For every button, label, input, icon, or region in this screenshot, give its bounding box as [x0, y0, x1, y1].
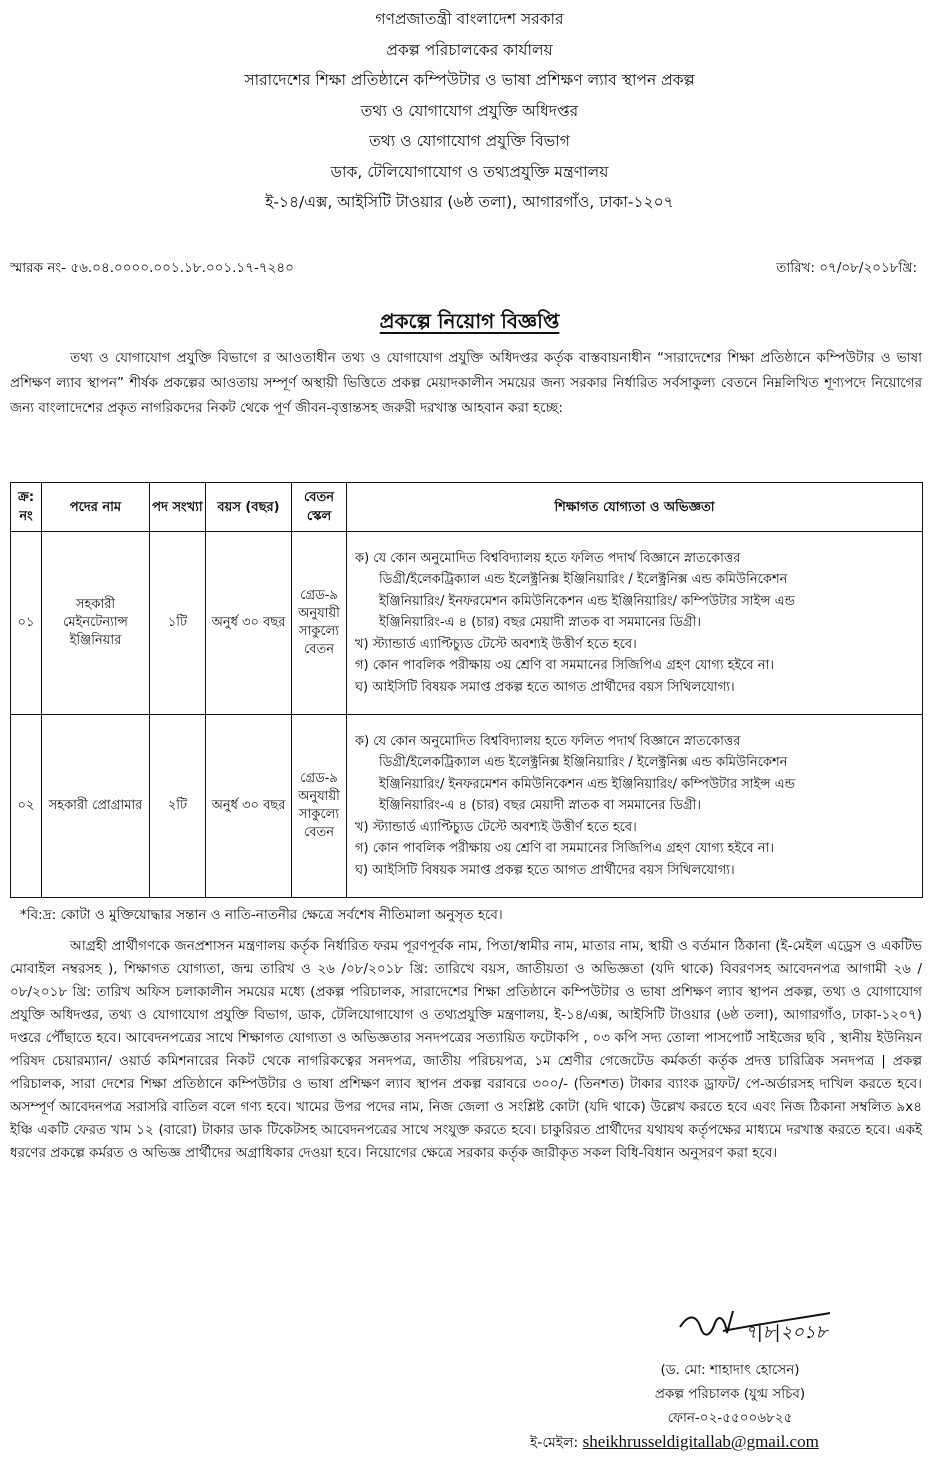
qualification-line: গ) কোন পাবলিক পরীক্ষায় ৩য় শ্রেণি বা সমমানের সিজিপিএ গ্রহণ যোগ্য হইবে না।	[355, 658, 774, 674]
letterhead-line-office: প্রকল্প পরিচালকের কার্যালয়	[386, 40, 553, 59]
notice-title	[0, 307, 939, 340]
letterhead-line-division: তথ্য ও যোগাযোগ প্রযুক্তি বিভাগ	[369, 132, 570, 150]
row-age-limit: অনুর্ধ ৩০ বছর	[206, 715, 292, 898]
signatory-designation: প্রকল্প পরিচালক (যুগ্ম সচিব)	[654, 1386, 806, 1402]
table-row	[11, 532, 923, 715]
table-row	[11, 715, 923, 898]
memo-date: তারিখ: ০৭/০৮/২০১৮খ্রি:	[776, 260, 917, 276]
row-age-limit: অনুর্ধ ৩০ বছর	[206, 532, 292, 715]
signatory-email	[530, 1431, 819, 1455]
quota-note: *বি:দ্র: কোটা ও মুক্তিযোদ্ধার সন্তান ও নাতি-নাতনীর ক্ষেত্রে সর্বশেষ নীতিমালা অনুসৃত হবে।	[20, 907, 503, 923]
letterhead-line-project: সারাদেশের শিক্ষা প্রতিষ্ঠানে কম্পিউটার ও ভাষা প্রশিক্ষণ ল্যাব স্থাপন প্রকল্প	[244, 71, 695, 89]
table-header-row	[11, 483, 923, 532]
qualification-line: ইঞ্জিনিয়ারিং/ ইনফরমেশন কমিউনিকেশন এন্ড ইঞ্জিনিয়ারিং/ কম্পিউটার সাইন্স এন্ড	[379, 776, 795, 792]
row-post-name: সহকারী মেইনটেন্যান্স ইঞ্জিনিয়ার	[42, 532, 150, 715]
header-qualification: শিক্ষাগত যোগ্যতা ও অভিজ্ঞতা	[347, 483, 923, 532]
intro-paragraph: তথ্য ও যোগাযোগ প্রযুক্তি বিভাগে র আওতাধীন তথ্য ও যোগাযোগ প্রযুক্তি অধিদপ্তর কর্তৃক বাস্তবায়নাধীন “সারাদেশের শিক্ষা প্রতিষ্ঠানে কম্পিউটার ও ভাষা প্রশিক্ষণ ল্যাব স্থাপন” শীর্ষক প্রকল্পের আওতায় সম্পূর্ণ অস্থায়ী ভিত্তিতে প্রকল্প মেয়াদকালীন সময়ের জন্য সরকার নির্ধারিত সর্বসাকুল্য বেতনে নিম্নলিখিত শূণ্যপদে নিয়োগের জন্য বাংলাদেশের প্রকৃত নাগরিকদের নিকট থেকে পূর্ণ জীবন-বৃত্তান্তসহ জরুরী দরখাস্ত আহবান করা হচ্ছে:	[10, 350, 922, 416]
memo-number: স্মারক নং- ৫৬.০৪.০০০০.০০১.১৮.০০১.১৭-৭২৪০	[10, 260, 294, 276]
qualification-line: ইঞ্জিনিয়ারিং/ ইনফরমেশন কমিউনিকেশন এন্ড ইঞ্জিনিয়ারিং/ কম্পিউটার সাইন্স এন্ড	[379, 593, 795, 609]
signatory-name: (ড. মো: শাহাদাৎ হোসেন)	[660, 1362, 800, 1378]
row-serial: ০১	[11, 532, 42, 715]
qualification-line: খ) স্ট্যান্ডার্ড এ্যাপ্টিচ্যুড টেস্টে অবশ্যই উত্তীর্ণ হতে হবে।	[355, 636, 637, 652]
row-pay-scale: গ্রেড-৯ অনুযায়ী সাকুল্যে বেতন	[292, 532, 347, 715]
notice-title-text: প্রকল্পে নিয়োগ বিজ্ঞপ্তি	[379, 309, 560, 333]
row-post-count: ১টি	[150, 532, 206, 715]
email-label: ই-মেইল:	[530, 1435, 579, 1451]
signatory-block	[560, 1358, 900, 1430]
header-count: পদ সংখ্যা	[150, 483, 206, 532]
application-instructions: আগ্রহী প্রার্থীগণকে জনপ্রশাসন মন্ত্রণালয় কর্তৃক নির্ধারিত ফরম পূরণপূর্বক নাম, পিতা/স্বামীর নাম, মাতার নাম, স্থায়ী ও বর্তমান ঠিকানা (ই-মেইল এড্রেস ও একটিভ মোবাইল নম্বরসহ ), শিক্ষাগত যোগ্যতা, জন্ম তারিখ ও ২৬ /০৮/২০১৮ খ্রি: তারিখে বয়স, জাতীয়তা ও অভিজ্ঞতা (যদি থাকে) বিবরণসহ আবেদনপত্র আগামী ২৬ /০৮/২০১৮ খ্রি: তারিখ অফিস চলাকালীন সময়ের মধ্যে (প্রকল্প পরিচালক, সারাদেশের শিক্ষা প্রতিষ্ঠানে কম্পিউটার ও ভাষা প্রশিক্ষণ ল্যাব স্থাপন প্রকল্প, তথ্য ও যোগাযোগ প্রযুক্তি অধিদপ্তর, তথ্য ও যোগাযোগ প্রযুক্তি বিভাগ, ডাক, টেলিযোগাযোগ ও তথ্যপ্রযুক্তি মন্ত্রণালয়, ই-১৪/এক্স, আইসিটি টাওয়ার (৬ষ্ঠ তলা), আগারগাঁও, ঢাকা-১২০৭) দপ্তরে পৌঁছাতে হবে। আবেদনপত্রের সাথে শিক্ষাগত যোগ্যতা ও অভিজ্ঞতার সনদপত্রের সত্যায়িত ফটোকপি , ০৩ কপি সদ্য তোলা পাসপোর্ট সাইজের ছবি , স্থানীয় ইউনিয়ন পরিষদ চেয়ারম্যান/ ওয়ার্ড কমিশনারের নিকট থেকে নাগরিকত্বের সনদপত্র, জাতীয় পরিচয়পত্র, ১ম শ্রেণীর গেজেটেড কর্মকর্তা কর্তৃক প্রদত্ত চারিত্রিক সনদপত্র | প্রকল্প পরিচালক, সারা দেশের শিক্ষা প্রতিষ্ঠানে কম্পিউটার ও ভাষা প্রশিক্ষণ ল্যাব স্থাপন প্রকল্প বরাবরে ৩০০/- (তিনশত) টাকার ব্যাংক ড্রাফট/ পে-অর্ডারসহ দাখিল করতে হবে। অসম্পূর্ণ আবেদনপত্র সরাসরি বাতিল বলে গণ্য হবে। খামের উপর পদের নাম, নিজ জেলা ও সংশ্লিষ্ট কোটা (যদি থাকে) উল্লেখ করতে হবে এবং নিজ ঠিকানা সম্বলিত ৯x৪ ইঞ্চি একটি ফেরত খাম ১২ (বারো) টাকার ডাক টিকেটসহ আবেদনপত্রের সাথে সংযুক্ত করতে হবে। চাকুরিরত প্রার্থীদের যথাযথ কর্তৃপক্ষের মাধ্যমে দরখাস্ত করতে হবে। একই ধরণের প্রকল্পে কর্মরত ও অভিজ্ঞ প্রার্থীদের অগ্রাধিকার দেওয়া হবে। নিয়োগের ক্ষেত্রে সরকার কর্তৃক জারীকৃত সকল বিধি-বিধান অনুসরণ করা হবে।	[10, 938, 922, 1161]
signature-date: ৭|৮|২০১৮	[745, 1322, 828, 1343]
qualification-line: ঘ) আইসিটি বিষয়ক সমাপ্ত প্রকল্প হতে আগত প্রার্থীদের বয়স সিথিলযোগ্য।	[355, 679, 735, 695]
qualification-line: গ) কোন পাবলিক পরীক্ষায় ৩য় শ্রেণি বা সমমানের সিজিপিএ গ্রহণ যোগ্য হইবে না।	[355, 841, 774, 857]
letterhead-line-address: ই-১৪/এক্স, আইসিটি টাওয়ার (৬ষ্ঠ তলা), আগারগাঁও, ঢাকা-১২০৭	[265, 193, 674, 211]
row-qualifications	[347, 532, 923, 715]
row-serial: ০২	[11, 715, 42, 898]
qualification-line: ক) যে কোন অনুমোদিত বিশ্ববিদ্যালয় হতে ফলিত পদার্থ বিজ্ঞানে স্নাতকোত্তর	[355, 550, 741, 566]
letterhead-line-ministry: ডাক, টেলিযোগাযোগ ও তথ্যপ্রযুক্তি মন্ত্রণালয়	[330, 162, 609, 181]
header-post: পদের নাম	[42, 483, 150, 532]
qualification-line: ডিগ্রী/ইলেকট্রিক্যাল এন্ড ইলেক্ট্রনিক্স ইঞ্জিনিয়ারিং / ইলেক্ট্রনিক্স এন্ড কমিউনিকেশন	[379, 755, 788, 771]
qualification-line: ইঞ্জিনিয়ারিং-এ ৪ (চার) বছর মেয়াদী স্নাতক বা সমমানের ডিগ্রী।	[379, 798, 702, 814]
letterhead	[0, 4, 939, 218]
email-link[interactable]: sheikhrusseldigitallab@gmail.com	[582, 1432, 819, 1451]
header-age: বয়স (বছর)	[206, 483, 292, 532]
row-pay-scale: গ্রেড-৯ অনুযায়ী সাকুল্যে বেতন	[292, 715, 347, 898]
row-post-name: সহকারী প্রোগ্রামার	[42, 715, 150, 898]
row-qualifications	[347, 715, 923, 898]
letterhead-line-directorate: তথ্য ও যোগাযোগ প্রযুক্তি অধিদপ্তর	[360, 101, 579, 120]
header-scale: বেতন স্কেল	[292, 483, 347, 532]
qualification-line: ঘ) আইসিটি বিষয়ক সমাপ্ত প্রকল্প হতে আগত প্রার্থীদের বয়স সিথিলযোগ্য।	[355, 862, 735, 878]
row-post-count: ২টি	[150, 715, 206, 898]
qualification-line: ইঞ্জিনিয়ারিং-এ ৪ (চার) বছর মেয়াদী স্নাতক বা সমমানের ডিগ্রী।	[379, 615, 702, 631]
vacancy-table	[10, 482, 923, 898]
header-serial: ক্র: নং	[11, 483, 42, 532]
qualification-line: ক) যে কোন অনুমোদিত বিশ্ববিদ্যালয় হতে ফলিত পদার্থ বিজ্ঞানে স্নাতকোত্তর	[355, 733, 741, 749]
qualification-line: ডিগ্রী/ইলেকট্রিক্যাল এন্ড ইলেক্ট্রনিক্স ইঞ্জিনিয়ারিং / ইলেক্ট্রনিক্স এন্ড কমিউনিকেশন	[379, 572, 788, 588]
qualification-line: খ) স্ট্যান্ডার্ড এ্যাপ্টিচ্যুড টেস্টে অবশ্যই উত্তীর্ণ হতে হবে।	[355, 819, 637, 835]
letterhead-line-government: গণপ্রজাতন্ত্রী বাংলাদেশ সরকার	[375, 10, 564, 28]
signatory-phone: ফোন-০২-৫৫০০৬৮২৫	[667, 1410, 793, 1426]
